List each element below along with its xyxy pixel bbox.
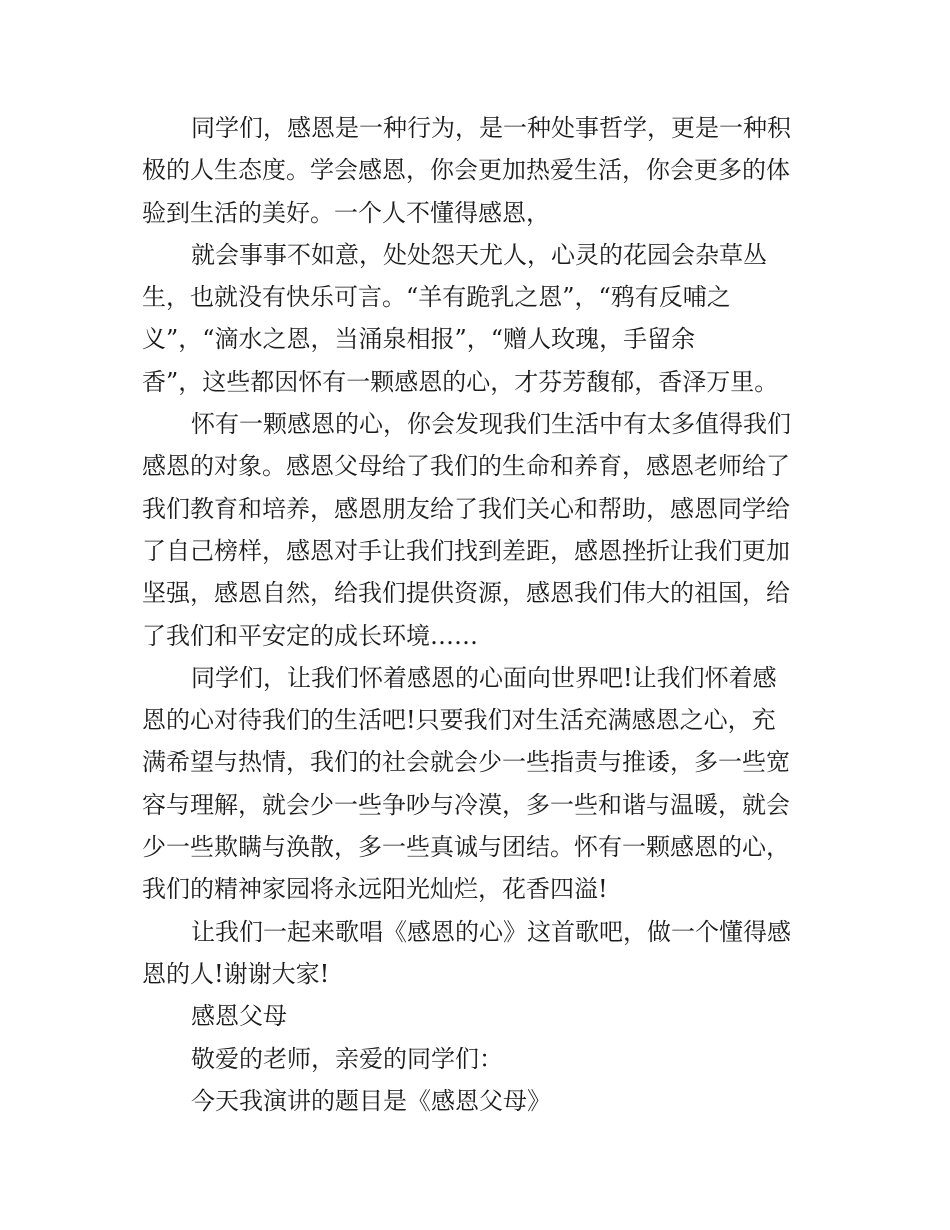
text-line: 了自己榜样，感恩对手让我们找到差距，感恩挫折让我们更加: [142, 536, 790, 565]
text-line: 生，也就没有快乐可言。“羊有跪乳之恩”，“鸦有反哺之: [142, 283, 731, 312]
text-line: 极的人生态度。学会感恩，你会更加热爱生活，你会更多的体: [142, 156, 790, 185]
text-line: 我们教育和培养，感恩朋友给了我们关心和帮助，感恩同学给: [142, 494, 790, 523]
text-line: 怀有一颗感恩的心，你会发现我们生活中有太多值得我们: [191, 410, 791, 439]
text-line: 满希望与热情，我们的社会就会少一些指责与推诿，多一些宽: [142, 748, 790, 777]
text-line: 容与理解，就会少一些争吵与冷漠，多一些和谐与温暖，就会: [142, 790, 790, 819]
text-line: 恩的心对待我们的生活吧!只要我们对生活充满感恩之心，充: [142, 706, 776, 735]
text-line: 恩的人!谢谢大家!: [142, 959, 330, 988]
text-line: 就会事事不如意，处处怨天尤人，心灵的花园会杂草丛: [191, 240, 767, 269]
section-heading: 感恩父母: [191, 1002, 287, 1031]
text-line: 验到生活的美好。一个人不懂得感恩，: [142, 198, 550, 227]
text-line: 同学们，感恩是一种行为，是一种处事哲学，更是一种积: [191, 114, 791, 142]
text-line: 同学们，让我们怀着感恩的心面向世界吧!让我们怀着感: [191, 663, 777, 692]
text-line: 香”，这些都因怀有一颗感恩的心，才芬芳馥郁，香泽万里。: [142, 367, 779, 396]
text-line: 少一些欺瞒与涣散，多一些真诚与团结。怀有一颗感恩的心，: [142, 833, 790, 862]
text-line: 感恩的对象。感恩父母给了我们的生命和养育，感恩老师给了: [142, 452, 790, 481]
text-line: 我们的精神家园将永远阳光灿烂，花香四溢!: [142, 875, 608, 904]
text-line: 义”，“滴水之恩，当涌泉相报”，“赠人玫瑰，手留余: [142, 325, 696, 354]
text-line: 坚强，感恩自然，给我们提供资源，感恩我们伟大的祖国，给: [142, 579, 790, 608]
document-body: [142, 107, 822, 1122]
salutation: 敬爱的老师，亲爱的同学们：: [191, 1044, 503, 1073]
text-line: 了我们和平安定的成长环境……: [142, 621, 478, 650]
text-line: 让我们一起来歌唱《感恩的心》这首歌吧，做一个懂得感: [191, 917, 791, 946]
text-line: 今天我演讲的题目是《感恩父母》: [191, 1086, 551, 1115]
